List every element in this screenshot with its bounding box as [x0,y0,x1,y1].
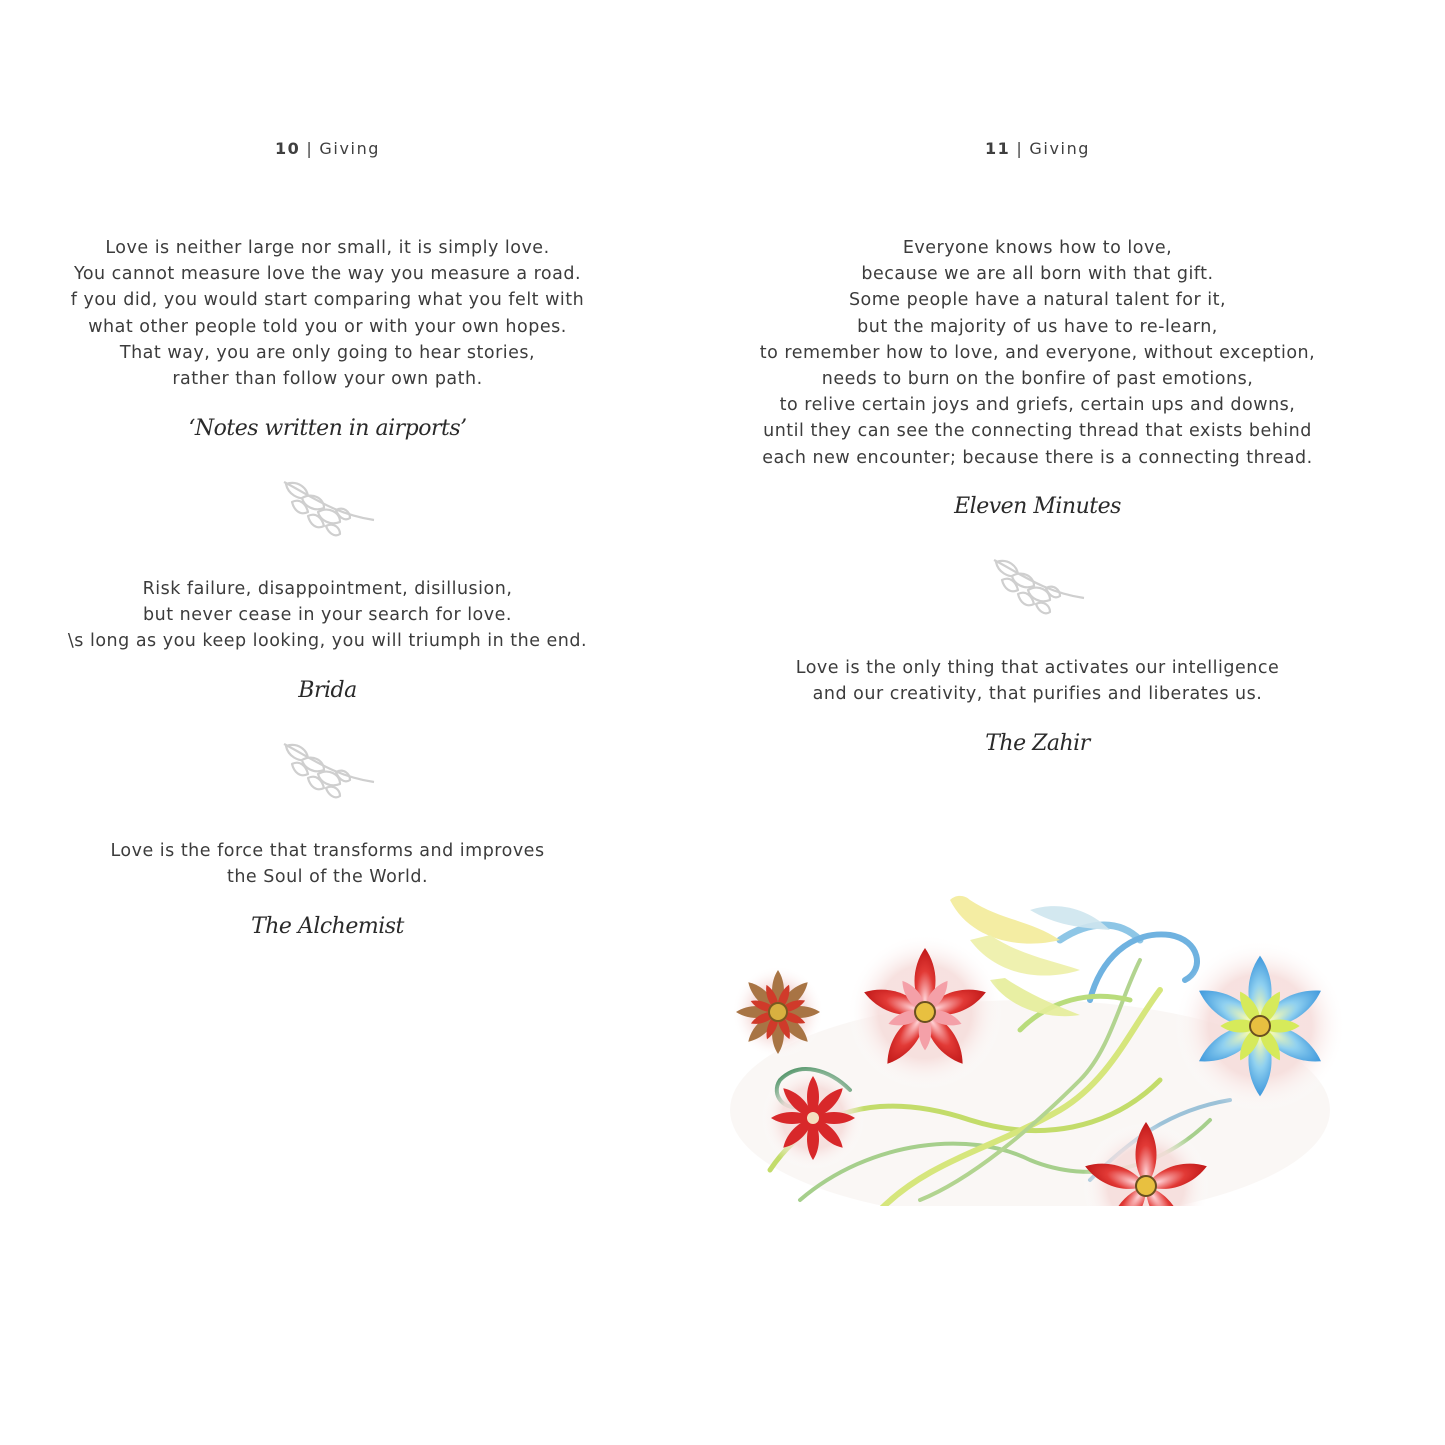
section-title-left: Giving [319,139,381,158]
quote-line: Some people have a natural talent for it, [848,290,1227,311]
quote-source: Eleven Minutes [954,494,1121,519]
leaf-sprig-icon [278,736,378,806]
page-number-left: 10 [274,139,301,158]
quote-line: Everyone knows how to love, [902,238,1173,258]
quote-source: The Alchemist [251,914,404,939]
quote-line: to relive certain joys and griefs, certain ups and downs, [779,395,1296,416]
separator-left: | [306,139,314,158]
quote-line: because we are all born with that gift. [861,264,1214,285]
quote-line: That way, you are only going to hear stories, [119,342,536,363]
quote-line: until they can see the connecting thread that exists behind [763,421,1312,442]
quote-line: \s long as you keep looking, you will triumph in the end. [67,631,588,652]
left-page [0,0,655,1445]
running-head-right [730,139,1345,158]
quote-line: Love is neither large nor small, it is simply love. [105,238,550,258]
quote-line: but never cease in your search for love. [143,605,512,626]
quote-line: rather than follow your own path. [172,369,483,390]
quote-block [730,235,1345,471]
quote-block [0,235,655,392]
quote-line: Risk failure, disappointment, disillusion, [142,579,513,599]
quote-line: needs to burn on the bonfire of past emotions, [821,369,1254,390]
quote-block [0,838,655,890]
quote-line: each new encounter; because there is a connecting thread. [762,447,1313,468]
quote-block [730,655,1345,707]
quote-line: f you did, you would start comparing what you felt with [70,290,585,311]
quote-source: The Zahir [985,731,1090,756]
quote-line: You cannot measure love the way you measure a road. [73,264,582,285]
quote-line: what other people told you or with your own hopes. [88,316,567,337]
page-number-right: 11 [984,139,1011,158]
separator-right: | [1016,139,1024,158]
running-head-left [0,139,655,158]
section-title-right: Giving [1029,139,1091,158]
quote-line: the Soul of the World. [226,867,429,888]
quote-source: ‘Notes written in airports’ [188,416,467,441]
quote-line: Love is the only thing that activates our intelligence [795,658,1280,678]
quote-line: but the majority of us have to re-learn, [857,316,1218,337]
right-page [730,0,1345,1445]
quote-line: Love is the force that transforms and improves [110,841,545,861]
leaf-sprig-icon [988,552,1088,622]
quote-line: to remember how to love, and everyone, without exception, [759,342,1316,363]
quote-source: Brida [298,678,357,703]
quote-line: and our creativity, that purifies and liberates us. [812,684,1263,705]
leaf-sprig-icon [278,474,378,544]
floral-illustration [730,880,1355,1210]
quote-block [0,576,655,655]
